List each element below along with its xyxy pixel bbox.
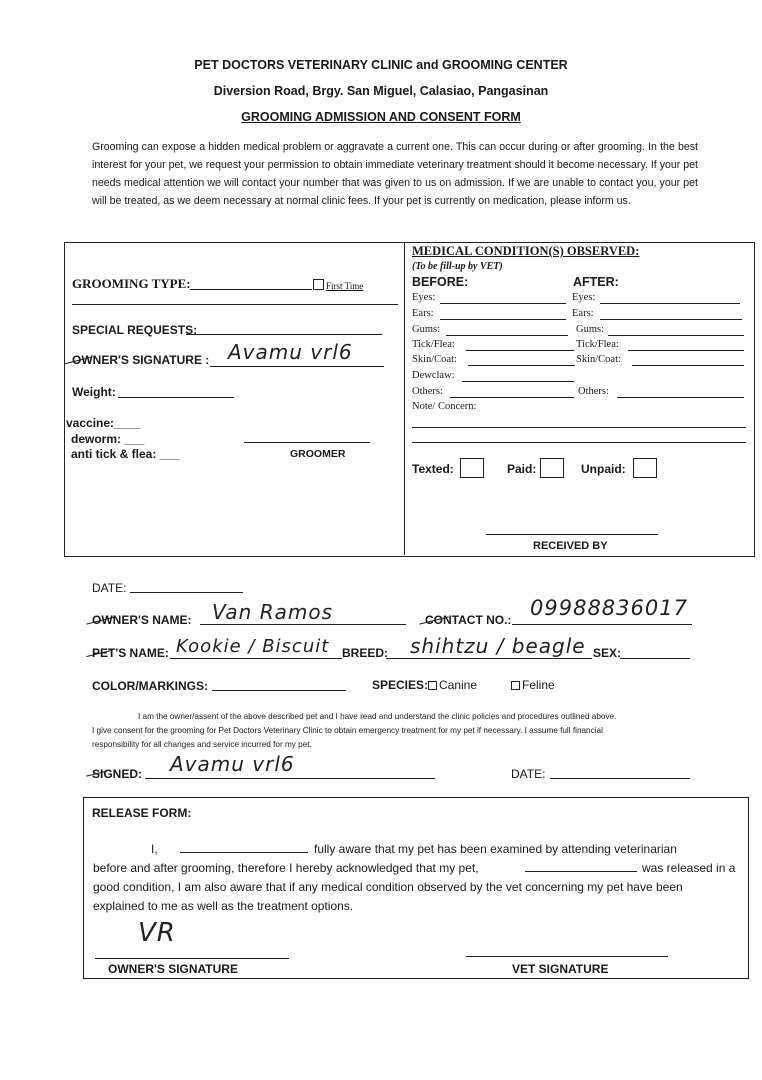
vet-signature-field[interactable] <box>466 956 668 957</box>
breed-label: BREED: <box>342 646 389 660</box>
release-name-field[interactable] <box>180 852 308 853</box>
breed-value: shihtzu / beagle <box>410 634 586 658</box>
before-item-label: Dewclaw: <box>412 370 455 381</box>
anti-tick-label: anti tick & flea: ___ <box>71 447 180 461</box>
breed-field[interactable] <box>386 658 592 659</box>
canine-option[interactable] <box>428 678 477 692</box>
owner-signature-label: OWNER'S SIGNATURE <box>108 962 238 976</box>
after-item-field[interactable] <box>608 335 744 336</box>
first-time-checkbox[interactable] <box>313 279 363 291</box>
form-title: GROOMING ADMISSION AND CONSENT FORM <box>241 110 521 124</box>
before-item-label: Skin/Coat: <box>412 354 457 365</box>
consent-line-2: I give consent for the grooming for Pet Doctors Veterinary Clinic to obtain emergency treatment for my pet if necessary. I assume full financial <box>92 726 603 735</box>
unpaid-label: Unpaid: <box>581 462 626 476</box>
weight-field[interactable] <box>118 397 234 398</box>
consent-line-1: I am the owner/assent of the above described pet and I have read and understand the clinic policies and procedures outlined above. <box>138 712 617 721</box>
received-by-field[interactable] <box>486 534 658 535</box>
checkbox-icon <box>313 279 324 290</box>
date-field[interactable] <box>130 592 243 593</box>
unpaid-checkbox[interactable] <box>633 458 657 478</box>
species-label: SPECIES: <box>372 678 429 692</box>
box-divider <box>404 243 405 555</box>
owners-name-field[interactable] <box>200 624 406 625</box>
received-by-label: RECEIVED BY <box>533 540 608 552</box>
sex-label: SEX: <box>593 646 622 660</box>
before-item-field[interactable] <box>468 365 575 366</box>
after-item-label: Ears: <box>572 308 594 319</box>
after-item-field[interactable] <box>617 397 744 398</box>
signed-field[interactable] <box>145 778 435 779</box>
release-line-2b: was released in a <box>642 861 736 875</box>
release-form-title: RELEASE FORM: <box>92 806 192 820</box>
before-item-label: Tick/Flea: <box>412 339 455 350</box>
signed-label: SIGNED: <box>92 767 143 781</box>
grooming-type-line2[interactable] <box>72 304 398 305</box>
texted-checkbox[interactable] <box>460 458 484 478</box>
note-line-2[interactable] <box>412 442 746 443</box>
groomer-signature-field[interactable] <box>244 442 370 443</box>
color-markings-label: COLOR/MARKINGS: <box>92 679 208 693</box>
first-time-label: First Time <box>326 281 364 291</box>
pets-name-field[interactable] <box>170 658 342 659</box>
before-item-field[interactable] <box>440 319 566 320</box>
texted-label: Texted: <box>412 462 454 476</box>
release-line-4: explained to me as well as the treatment options. <box>93 899 354 913</box>
owners-signature-label: OWNER'S SIGNATURE : <box>72 353 210 367</box>
weight-label: Weight: <box>72 385 116 399</box>
grooming-type-field[interactable] <box>190 289 312 290</box>
before-item-label: Ears: <box>412 308 434 319</box>
vet-note: (To be fill-up by VET) <box>412 261 503 272</box>
contact-label: CONTACT NO.: <box>425 613 512 627</box>
before-item-label: Others: <box>412 386 443 397</box>
owners-name-value: Van Ramos <box>212 600 333 624</box>
consent-date-label: DATE: <box>511 767 546 781</box>
note-line-1[interactable] <box>412 427 746 428</box>
clinic-address: Diversion Road, Brgy. San Miguel, Calasiao, Pangasinan <box>213 84 549 98</box>
after-item-label: Gums: <box>576 324 605 335</box>
after-header: AFTER: <box>573 275 619 289</box>
groomer-label: GROOMER <box>290 448 346 460</box>
after-item-label: Eyes: <box>572 292 596 303</box>
before-item-label: Gums: <box>412 324 441 335</box>
after-item-field[interactable] <box>600 303 740 304</box>
release-line-2a: before and after grooming, therefore I hereby acknowledged that my pet, <box>93 861 479 875</box>
release-pet-field[interactable] <box>525 871 637 872</box>
intro-paragraph: Grooming can expose a hidden medical problem or aggravate a current one. This can occur during or after grooming. In the best interest for your pet, we request your permission to obtain immediate veterinary treatment should it become necessary. If your pet needs medical attention we will contact your number that was given to us on admission. If we are unable to contact you, your pet will be treated, as we deem necessary at normal clinic fees. If your pet is currently on medication, please inform us. <box>92 141 698 207</box>
pets-name-value: Kookie / Biscuit <box>176 636 330 657</box>
paid-checkbox[interactable] <box>540 458 564 478</box>
release-line-3: good condition, I am also aware that if any medical condition observed by the vet concerning my pet have been <box>93 880 683 894</box>
vet-signature-label: VET SIGNATURE <box>512 962 609 976</box>
canine-label: Canine <box>439 678 478 692</box>
pets-name-label: PET'S NAME: <box>92 646 169 660</box>
owner-signature-field[interactable] <box>95 958 289 959</box>
contact-value: 09988836017 <box>530 596 688 620</box>
consent-date-field[interactable] <box>550 778 690 779</box>
special-requests-label: SPECIAL REQUESTS: <box>72 323 198 337</box>
after-item-label: Tick/Flea: <box>576 339 619 350</box>
special-requests-field[interactable] <box>186 334 382 335</box>
before-item-label: Eyes: <box>412 292 436 303</box>
before-header: BEFORE: <box>412 275 469 289</box>
owners-signature-value: Avamu vrl6 <box>228 340 353 364</box>
feline-label: Feline <box>522 678 555 692</box>
before-item-field[interactable] <box>466 350 574 351</box>
release-owner-signature-value: VR <box>138 918 176 948</box>
release-i: I, <box>151 842 158 856</box>
before-item-field[interactable] <box>446 335 568 336</box>
after-item-field[interactable] <box>632 365 744 366</box>
note-concern-label: Note/ Concern: <box>412 401 477 412</box>
after-item-field[interactable] <box>600 319 742 320</box>
checkbox-icon <box>511 681 520 690</box>
owners-signature-field[interactable] <box>210 366 384 367</box>
feline-option[interactable] <box>511 678 555 692</box>
paid-label: Paid: <box>507 462 537 476</box>
deworm-label: deworm: ___ <box>71 432 145 446</box>
vaccine-label: vaccine:____ <box>66 416 141 430</box>
consent-line-3: responsibility for all changes and service incurred for my pet. <box>92 740 312 749</box>
before-item-field[interactable] <box>450 397 574 398</box>
signed-value: Avamu vrl6 <box>170 752 295 776</box>
checkbox-icon <box>428 681 437 690</box>
clinic-name: PET DOCTORS VETERINARY CLINIC and GROOMING CENTER <box>194 58 568 72</box>
release-line-1: fully aware that my pet has been examined by attending veterinarian <box>314 842 677 856</box>
before-item-field[interactable] <box>440 303 566 304</box>
medical-title: MEDICAL CONDITION(S) OBSERVED: <box>412 244 640 258</box>
date-label: DATE: <box>92 581 127 595</box>
owners-name-label: OWNER'S NAME: <box>92 613 192 627</box>
grooming-type-label: GROOMING TYPE: <box>72 276 191 291</box>
before-item-field[interactable] <box>462 381 574 382</box>
sex-field[interactable] <box>620 658 690 659</box>
color-markings-field[interactable] <box>212 690 346 691</box>
after-item-field[interactable] <box>628 350 744 351</box>
after-item-label: Others: <box>578 386 609 397</box>
contact-field[interactable] <box>512 624 692 625</box>
after-item-label: Skin/Coat: <box>576 354 621 365</box>
